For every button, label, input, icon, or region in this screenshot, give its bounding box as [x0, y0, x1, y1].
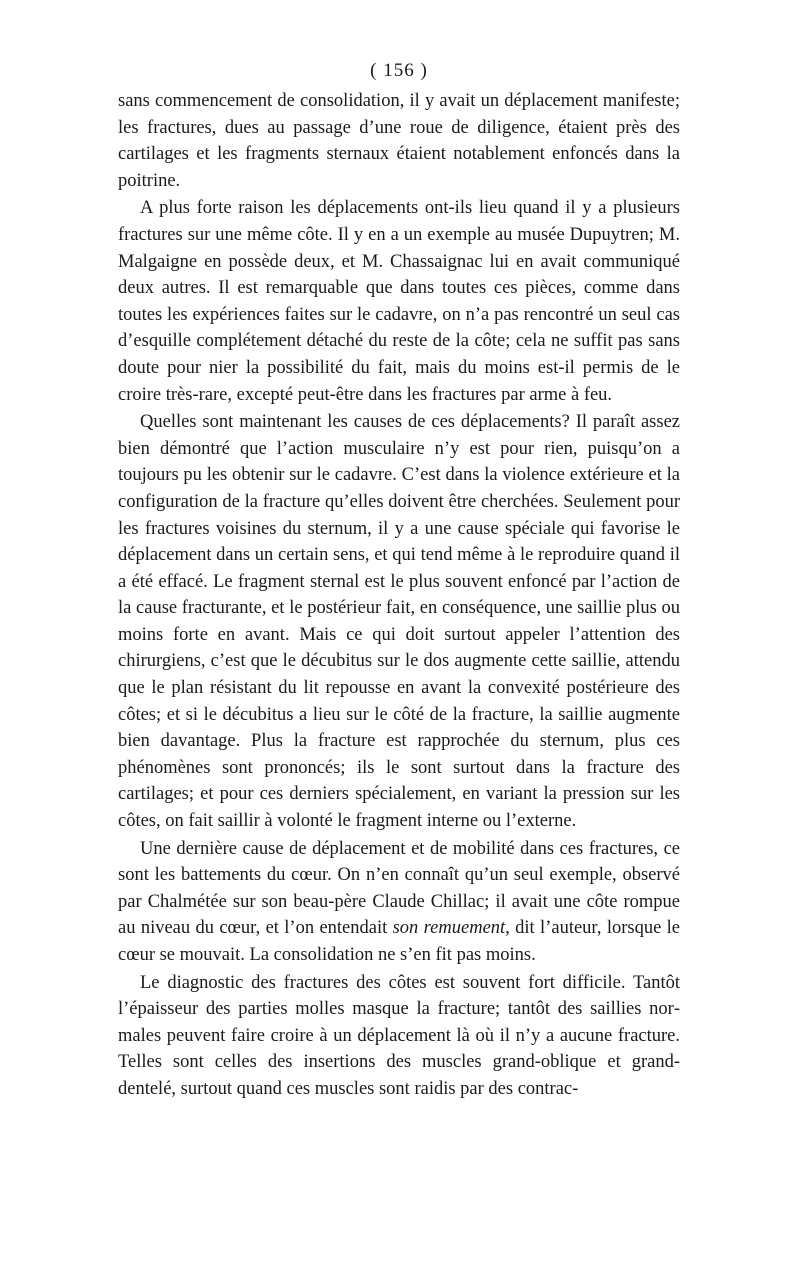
paragraph-1: sans commencement de consolidation, il y avait un déplacement manifeste; les fractures, dues au passage d’une roue de diligence, étaient près des cartilages et les fragments sternaux étaient notablement enfoncés dans la poitrine.: [118, 91, 680, 191]
paragraph-3: Quelles sont maintenant les causes de ces déplacements? Il paraît assez bien démontré que l’action musculaire n’y est pour rien, puisqu’on a toujours pu les obtenir sur le cadavre. C’est dans la violence extérieure et la configuration de la fracture qu’elles doivent être cherchées. Seulement pour les fractures voisines du sternum, il y a une cause spéciale qui favorise le déplacement dans un certain sens, et qui tend même à le reproduire quand il a été effacé. Le fragment sternal est le plus souvent enfoncé par l’action de la cause fracturante, et le postérieur fait, en conséquence, une saillie plus ou moins forte en avant. Mais ce qui doit surtout appeler l’attention des chirurgiens, c’est que le décubitus sur le dos augmente cette saillie, attendu que le plan résistant du lit repousse en avant la convexité postérieure des côtes; et si le décubitus a lieu sur le côté de la fracture, la saillie augmente bien davantage. Plus la fracture est rapprochée du sternum, plus ces phénomènes sont prononcés; ils le sont surtout dans la fracture des cartilages; et pour ces derniers spécialement, en variant la pression sur les côtes, on fait saillir à volonté le fragment interne ou l’externe.: [118, 412, 680, 832]
paragraph-2: A plus forte raison les déplacements ont-ils lieu quand il y a plusieurs fractures sur une même côte. Il y en a un exemple au musée Dupuytren; M. Malgaigne en possède deux, et M. Chassaignac lui en avait communiqué deux autres. Il est remarquable que dans toutes ces pièces, comme dans toutes les expériences faites sur le cadavre, on n’a pas rencontré un seul cas d’esquille complétement détaché du reste de la côte; cela ne suffit pas sans doute pour nier la possibilité du fait, mais du moins est-il permis de le croire très-rare, excepté peut-être dans les fractures par arme à feu.: [118, 198, 680, 405]
paragraph-4-text-after: dit l’auteur, lorsque le cœur se mouvait. La consolidation ne s’en fit pas moins.: [118, 918, 680, 965]
paragraph-5: Le diagnostic des fractures des côtes est souvent fort difficile. Tantôt l’épaisseur des parties molles masque la fracture; tantôt des saillies normales peuvent faire croire à un déplacement là où il n’y a aucune fracture. Telles sont celles des insertions des muscles grand-oblique et grand-dentelé, surtout quand ces muscles sont raidis par des contrac-: [118, 972, 680, 1099]
paragraph-4-text-before: Une dernière cause de déplacement et de mobilité dans ces fractures, ce sont les battements du cœur. On n’en connaît qu’un seul exemple, observé par Chalmétée sur son beau-père Claude Chillac; il avait une côte rompue au niveau du cœur, et l’on entendait: [118, 838, 680, 939]
book-page: [118, 58, 680, 1103]
paragraph-4: [118, 836, 680, 969]
paragraph-4-italic-quote: son remuement,: [392, 918, 510, 939]
page-number: ( 156 ): [370, 60, 428, 81]
